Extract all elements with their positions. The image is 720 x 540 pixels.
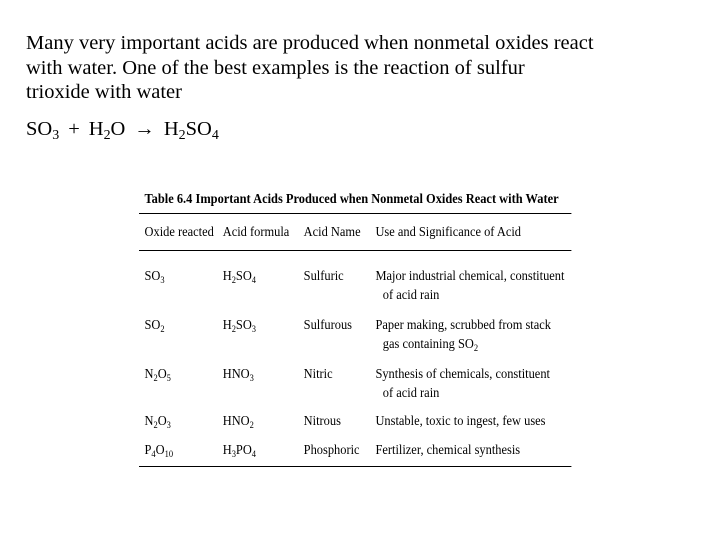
- header-use-significance: Use and Significance of Acid: [375, 223, 521, 239]
- acid-name-cell: Nitric: [303, 365, 333, 381]
- table-row: [139, 364, 571, 411]
- formula-cell: $H_2SO_4$: [222, 267, 257, 285]
- intro-line-2: with water. One of the best examples is the reaction of sulfur: [26, 56, 525, 79]
- use-cell: Fertilizer, chemical synthesis: [375, 441, 521, 457]
- acid-name-cell: Sulfuric: [303, 267, 344, 283]
- product-h2so4: $H_2SO_4$: [163, 118, 219, 144]
- use-cell: Synthesis of chemicals, constituent of acid rain: [375, 365, 550, 400]
- acid-name-cell: Sulfurous: [303, 316, 352, 332]
- table-row: [139, 315, 571, 364]
- reaction-equation: [26, 117, 219, 144]
- header-acid-name: Acid Name: [303, 223, 361, 239]
- acid-name-cell: Nitrous: [303, 412, 341, 428]
- reaction-arrow: →: [134, 118, 155, 140]
- use-cell: Paper making, scrubbed from stack gas containing $SO_2$: [375, 316, 552, 353]
- reactant-so3: $SO_3$: [26, 118, 60, 144]
- oxide-cell: $N_2O_3$: [144, 412, 171, 430]
- formula-cell: $HNO_3$: [222, 365, 254, 383]
- oxide-cell: $SO_3$: [144, 267, 165, 285]
- intro-line-1: Many very important acids are produced when nonmetal oxides react: [26, 32, 594, 54]
- use-cell: Unstable, toxic to ingest, few uses: [375, 412, 546, 428]
- formula-cell: $HNO_2$: [222, 412, 254, 430]
- header-oxide-reacted: Oxide reacted: [144, 223, 214, 239]
- plus-sign: +: [68, 118, 80, 140]
- table-header-row: [139, 214, 571, 251]
- table-row: [139, 266, 571, 315]
- table-row: [139, 440, 571, 467]
- formula-cell: $H_3PO_4$: [222, 441, 257, 459]
- acid-name-cell: Phosphoric: [303, 441, 360, 457]
- reactant-h2o: $H_2O$: [88, 118, 126, 144]
- oxide-cell: $N_2O_5$: [144, 365, 171, 383]
- header-acid-formula: Acid formula: [222, 223, 290, 239]
- intro-paragraph: [26, 31, 686, 105]
- oxide-cell: $SO_2$: [144, 316, 165, 334]
- formula-cell: $H_2SO_3$: [222, 316, 257, 334]
- intro-line-3: trioxide with water: [26, 81, 182, 103]
- table-row: [139, 411, 571, 440]
- table-title: Table 6.4 Important Acids Produced when Nonmetal Oxides React with Water: [139, 185, 571, 214]
- acids-table: [139, 185, 571, 467]
- use-cell: Major industrial chemical, constituent of acid rain: [375, 267, 565, 302]
- oxide-cell: $P_4O_{10}$: [144, 441, 174, 459]
